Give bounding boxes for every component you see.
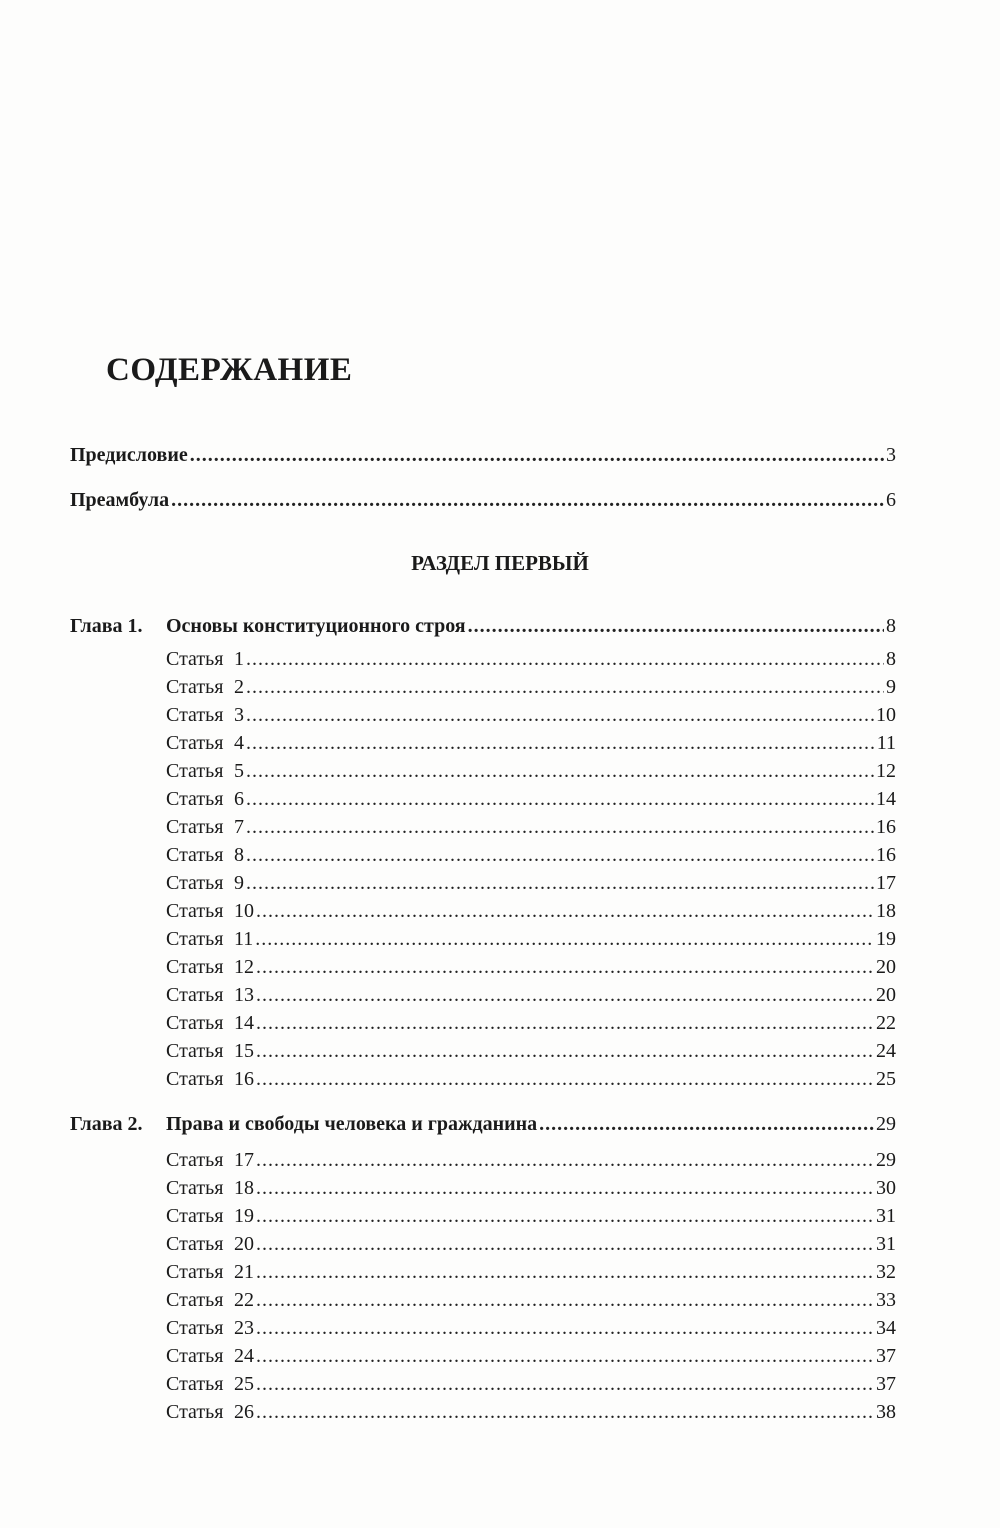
toc-chapter-2[interactable] — [70, 1110, 896, 1138]
dot-leader — [256, 1202, 874, 1230]
page-number: 11 — [876, 732, 896, 754]
toc-article-26[interactable] — [166, 1398, 896, 1426]
toc-article-21[interactable] — [166, 1258, 896, 1286]
article-word: Статья — [166, 648, 224, 670]
article-number: 23 — [234, 1317, 254, 1339]
dot-leader — [256, 1230, 874, 1258]
dot-leader — [256, 1174, 874, 1202]
article-number: 5 — [234, 760, 244, 782]
page-number: 17 — [876, 872, 896, 894]
article-number: 9 — [234, 872, 244, 894]
dot-leader — [256, 1398, 874, 1426]
article-number: 25 — [234, 1373, 254, 1395]
article-number: 16 — [234, 1068, 254, 1090]
dot-leader — [171, 486, 884, 514]
dot-leader — [256, 1286, 874, 1314]
chapter-title: Основы конституционного строя — [166, 615, 466, 637]
dot-leader — [256, 1009, 874, 1037]
toc-article-18[interactable] — [166, 1174, 896, 1202]
toc-chapter-1[interactable] — [70, 612, 896, 640]
page-number: 18 — [876, 900, 896, 922]
page-number: 14 — [876, 788, 896, 810]
article-number: 17 — [234, 1149, 254, 1171]
page-number: 38 — [876, 1401, 896, 1423]
dot-leader — [256, 1065, 874, 1093]
toc-entry-preamble[interactable] — [70, 486, 896, 514]
toc-article-9[interactable] — [166, 869, 896, 897]
article-number: 12 — [234, 956, 254, 978]
dot-leader — [255, 925, 874, 953]
toc-article-16[interactable] — [166, 1065, 896, 1093]
toc-entry-preface[interactable] — [70, 441, 896, 469]
article-number: 26 — [234, 1401, 254, 1423]
toc-article-10[interactable] — [166, 897, 896, 925]
article-word: Статья — [166, 732, 224, 754]
page-number: 16 — [876, 844, 896, 866]
toc-article-2[interactable] — [166, 673, 896, 701]
article-word: Статья — [166, 1401, 224, 1423]
article-word: Статья — [166, 676, 224, 698]
dot-leader — [246, 701, 874, 729]
article-number: 10 — [234, 900, 254, 922]
dot-leader — [256, 1342, 874, 1370]
article-number: 24 — [234, 1345, 254, 1367]
dot-leader — [256, 1258, 874, 1286]
page-number: 31 — [876, 1205, 896, 1227]
article-number: 22 — [234, 1289, 254, 1311]
dot-leader — [256, 981, 874, 1009]
article-word: Статья — [166, 1261, 224, 1283]
page-number: 24 — [876, 1040, 896, 1062]
toc-article-4[interactable] — [166, 729, 896, 757]
article-word: Статья — [166, 1233, 224, 1255]
article-word: Статья — [166, 984, 224, 1006]
article-number: 19 — [234, 1205, 254, 1227]
page-number: 20 — [876, 984, 896, 1006]
article-number: 1 — [234, 648, 244, 670]
article-number: 4 — [234, 732, 244, 754]
article-word: Статья — [166, 1345, 224, 1367]
article-number: 20 — [234, 1233, 254, 1255]
page-number: 8 — [886, 615, 896, 637]
dot-leader — [468, 612, 884, 640]
page-number: 34 — [876, 1317, 896, 1339]
page-number: 16 — [876, 816, 896, 838]
article-number: 15 — [234, 1040, 254, 1062]
toc-article-24[interactable] — [166, 1342, 896, 1370]
article-number: 3 — [234, 704, 244, 726]
dot-leader — [256, 1370, 874, 1398]
article-number: 7 — [234, 816, 244, 838]
page-number: 22 — [876, 1012, 896, 1034]
chapter-prefix: Глава 1. — [70, 615, 143, 637]
article-number: 11 — [234, 928, 254, 950]
page-number: 25 — [876, 1068, 896, 1090]
toc-article-22[interactable] — [166, 1286, 896, 1314]
article-word: Статья — [166, 928, 224, 950]
article-word: Статья — [166, 1040, 224, 1062]
toc-entry-label: Предисловие — [70, 444, 188, 466]
toc-article-11[interactable] — [166, 925, 896, 953]
toc-article-25[interactable] — [166, 1370, 896, 1398]
article-word: Статья — [166, 816, 224, 838]
toc-article-3[interactable] — [166, 701, 896, 729]
dot-leader — [246, 785, 874, 813]
toc-article-13[interactable] — [166, 981, 896, 1009]
dot-leader — [190, 441, 884, 469]
article-word: Статья — [166, 1205, 224, 1227]
dot-leader — [256, 1146, 874, 1174]
article-word: Статья — [166, 844, 224, 866]
article-word: Статья — [166, 1012, 224, 1034]
page-number: 31 — [876, 1233, 896, 1255]
article-word: Статья — [166, 704, 224, 726]
dot-leader — [256, 953, 874, 981]
article-word: Статья — [166, 1317, 224, 1339]
dot-leader — [256, 897, 874, 925]
section-heading — [0, 548, 1000, 578]
toc-entry-label: Преамбула — [70, 489, 170, 511]
chapter-title: Права и свободы человека и гражданина — [166, 1113, 538, 1135]
article-number: 8 — [234, 844, 244, 866]
article-number: 21 — [234, 1261, 254, 1283]
toc-article-8[interactable] — [166, 841, 896, 869]
article-word: Статья — [166, 1289, 224, 1311]
page-number: 37 — [876, 1345, 896, 1367]
dot-leader — [246, 673, 884, 701]
page-number: 29 — [876, 1149, 896, 1171]
dot-leader — [246, 813, 874, 841]
article-number: 2 — [234, 676, 244, 698]
dot-leader — [246, 757, 874, 785]
article-number: 14 — [234, 1012, 254, 1034]
dot-leader — [256, 1037, 874, 1065]
page-number: 8 — [886, 648, 896, 670]
page-title: СОДЕРЖАНИЕ — [106, 352, 353, 388]
chapter-label — [70, 612, 466, 640]
article-word: Статья — [166, 900, 224, 922]
dot-leader — [539, 1110, 874, 1138]
toc-article-23[interactable] — [166, 1314, 896, 1342]
article-word: Статья — [166, 1068, 224, 1090]
page-number: 33 — [876, 1289, 896, 1311]
article-number: 18 — [234, 1177, 254, 1199]
page-number: 20 — [876, 956, 896, 978]
page-number: 19 — [876, 928, 896, 950]
toc-article-7[interactable] — [166, 813, 896, 841]
toc-article-12[interactable] — [166, 953, 896, 981]
toc-article-5[interactable] — [166, 757, 896, 785]
article-number: 6 — [234, 788, 244, 810]
dot-leader — [246, 729, 875, 757]
page-number: 6 — [886, 489, 896, 511]
page-number: 29 — [876, 1113, 896, 1135]
chapter-label — [70, 1110, 537, 1138]
toc-article-17[interactable] — [166, 1146, 896, 1174]
toc-article-15[interactable] — [166, 1037, 896, 1065]
article-word: Статья — [166, 1177, 224, 1199]
page-number: 37 — [876, 1373, 896, 1395]
dot-leader — [256, 1314, 874, 1342]
article-word: Статья — [166, 872, 224, 894]
article-number: 13 — [234, 984, 254, 1006]
dot-leader — [246, 645, 884, 673]
article-word: Статья — [166, 956, 224, 978]
toc-article-6[interactable] — [166, 785, 896, 813]
article-word: Статья — [166, 760, 224, 782]
chapter-prefix: Глава 2. — [70, 1113, 143, 1135]
toc-article-20[interactable] — [166, 1230, 896, 1258]
page-number: 9 — [886, 676, 896, 698]
page-number: 12 — [876, 760, 896, 782]
page-number: 32 — [876, 1261, 896, 1283]
toc-article-14[interactable] — [166, 1009, 896, 1037]
toc-article-1[interactable] — [166, 645, 896, 673]
article-word: Статья — [166, 1373, 224, 1395]
article-word: Статья — [166, 1149, 224, 1171]
toc-article-19[interactable] — [166, 1202, 896, 1230]
dot-leader — [246, 841, 874, 869]
page-number: 3 — [886, 444, 896, 466]
page-number: 10 — [876, 704, 896, 726]
article-word: Статья — [166, 788, 224, 810]
dot-leader — [246, 869, 874, 897]
page-number: 30 — [876, 1177, 896, 1199]
section-heading-text: РАЗДЕЛ ПЕРВЫЙ — [411, 551, 589, 575]
